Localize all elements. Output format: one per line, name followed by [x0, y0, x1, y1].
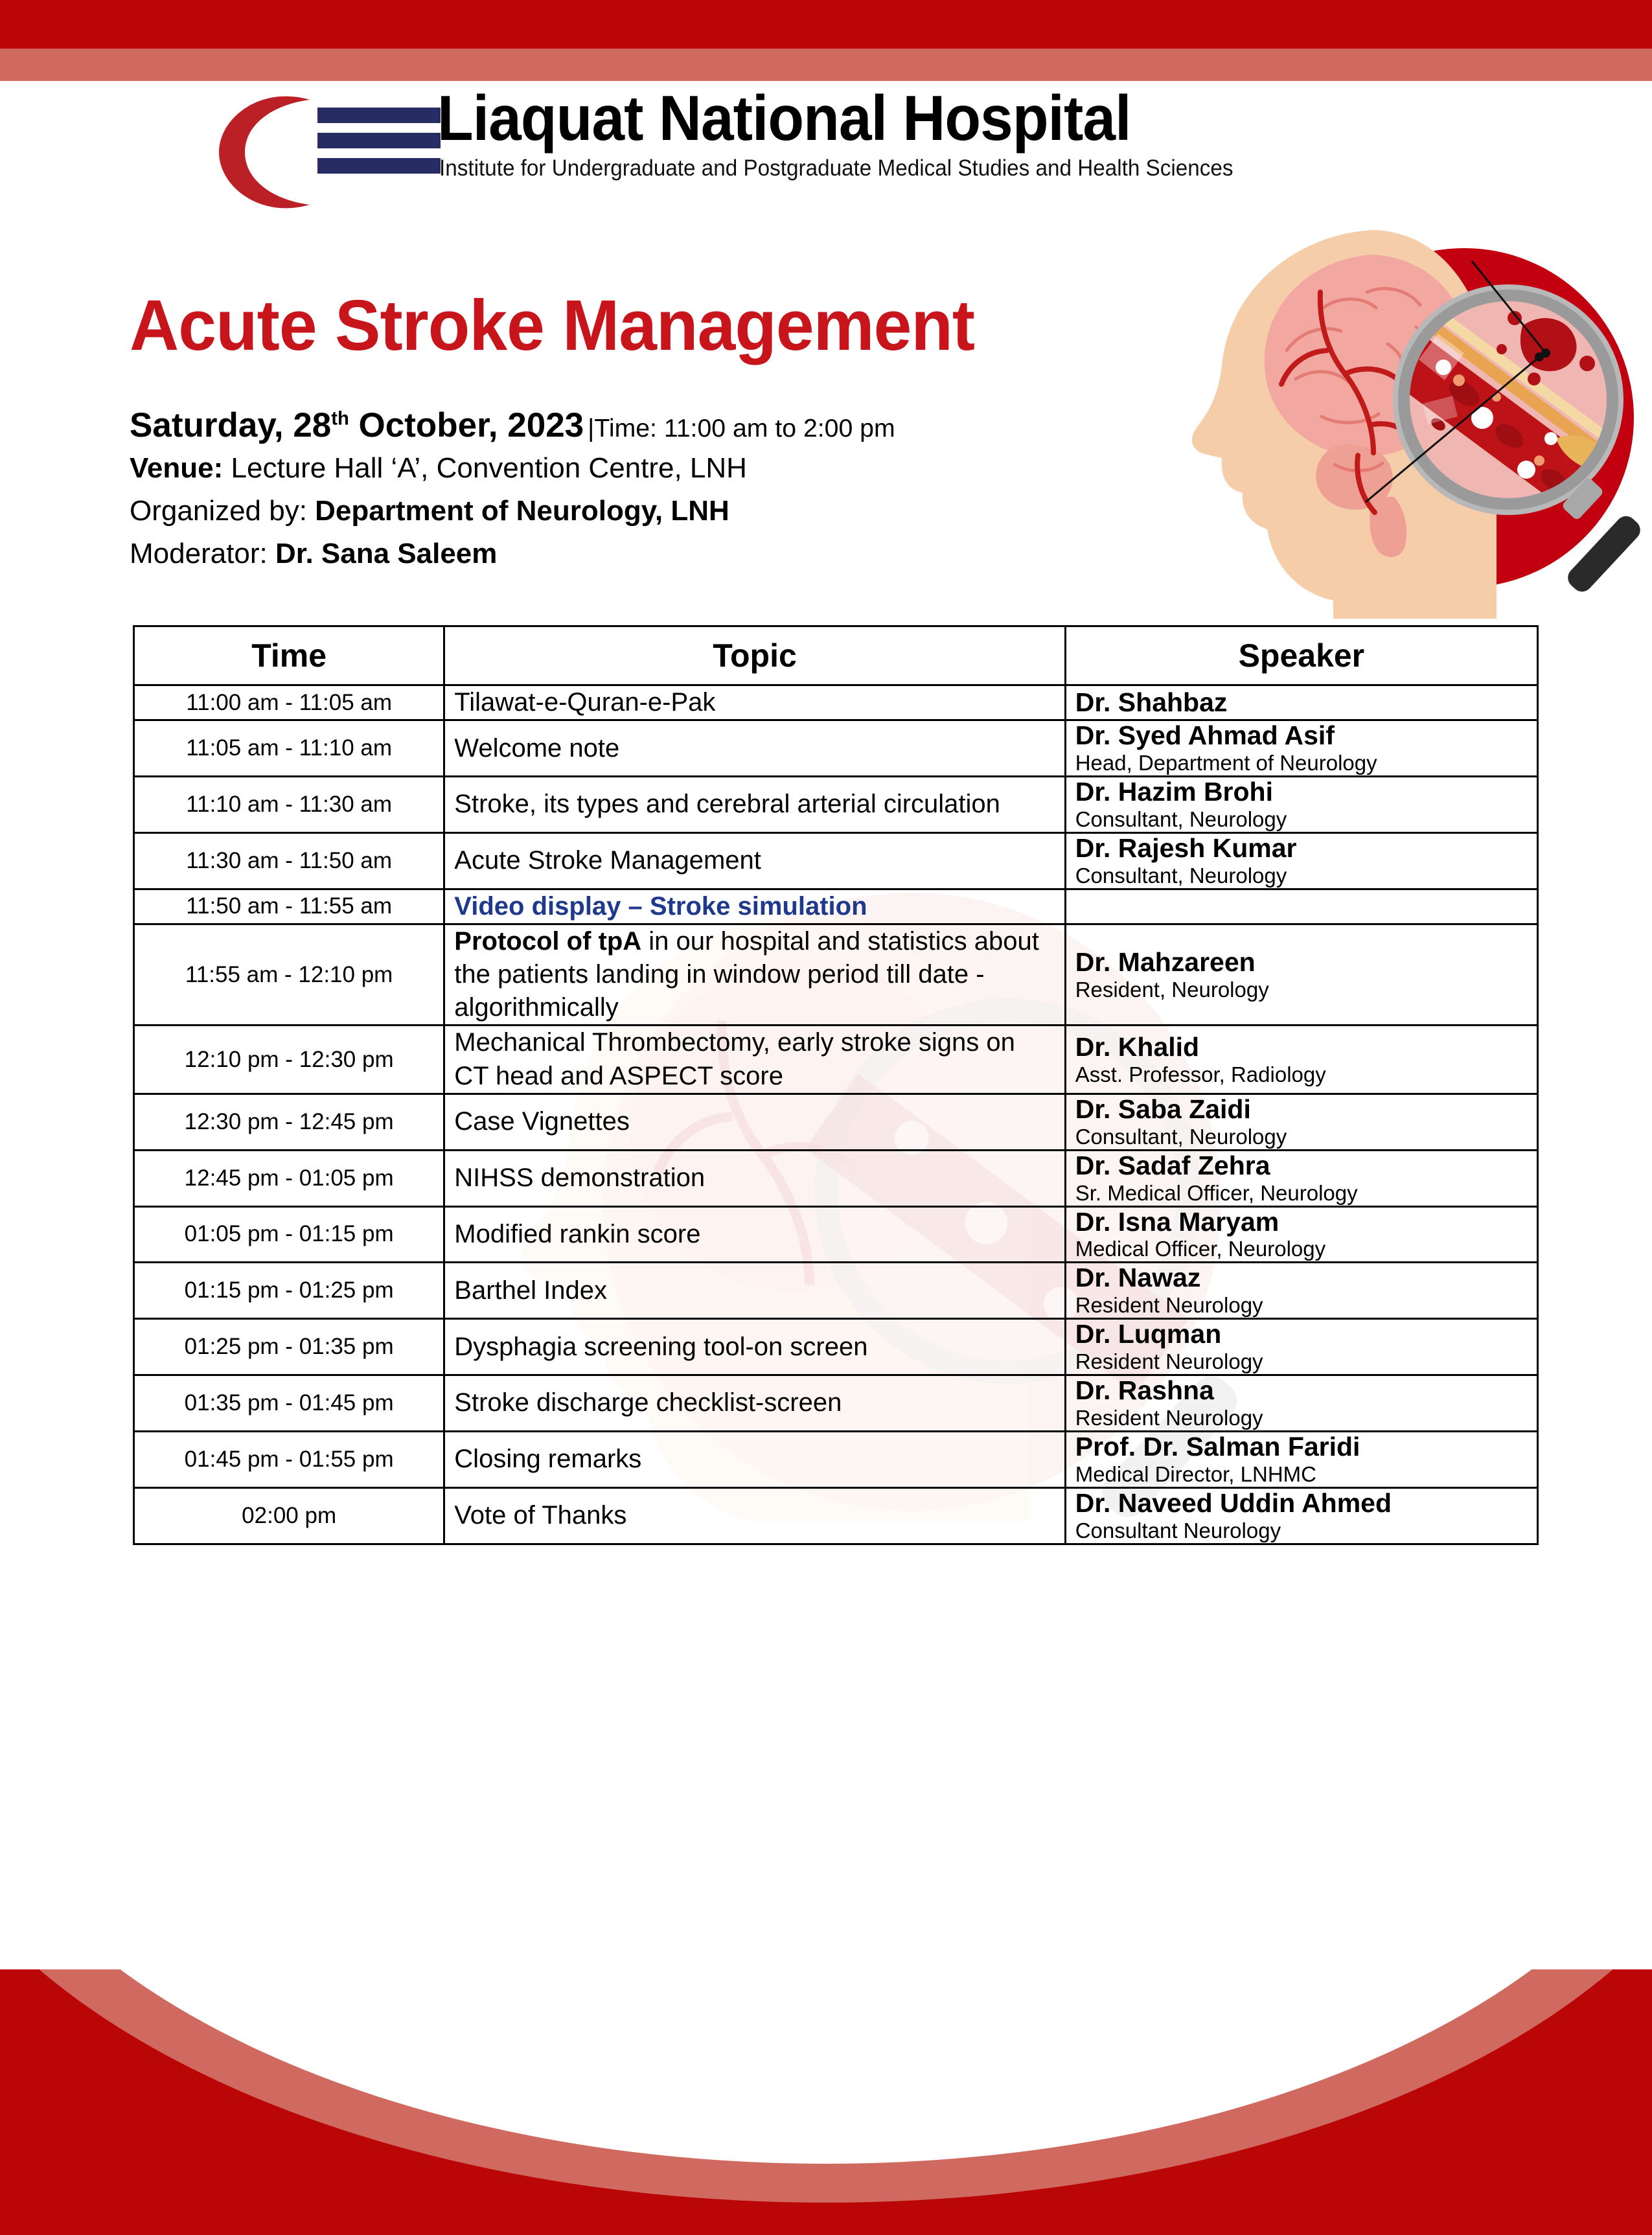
stroke-brain-illustration	[1160, 230, 1652, 619]
cell-speaker	[1065, 1431, 1537, 1487]
cell-time: 01:45 pm - 01:55 pm	[134, 1431, 444, 1487]
cell-topic	[444, 889, 1065, 924]
cell-topic: Case Vignettes	[444, 1094, 1065, 1150]
cell-speaker	[1065, 1319, 1537, 1375]
speaker-role: Medical Officer, Neurology	[1075, 1237, 1326, 1261]
column-header-topic: Topic	[444, 626, 1065, 685]
speaker-name: Dr. Sadaf Zehra	[1075, 1150, 1270, 1180]
cell-topic: Welcome note	[444, 720, 1065, 777]
speaker-role: Asst. Professor, Radiology	[1075, 1062, 1326, 1086]
speaker-role: Resident Neurology	[1075, 1349, 1263, 1374]
table-row	[134, 1206, 1538, 1263]
speaker-role: Resident, Neurology	[1075, 977, 1269, 1002]
organizer-label: Organized by:	[130, 494, 315, 527]
speaker-role: Consultant Neurology	[1075, 1518, 1281, 1542]
speaker-role: Consultant, Neurology	[1075, 807, 1287, 831]
event-venue-line	[130, 447, 1166, 490]
speaker-role: Medical Director, LNHMC	[1075, 1461, 1316, 1486]
cell-time: 11:10 am - 11:30 am	[134, 777, 444, 833]
event-time: Time: 11:00 am to 2:00 pm	[594, 414, 895, 442]
cell-time: 11:05 am - 11:10 am	[134, 720, 444, 777]
speaker-name: Dr. Isna Maryam	[1075, 1206, 1279, 1237]
cell-topic: Vote of Thanks	[444, 1487, 1065, 1544]
table-row	[134, 720, 1538, 777]
bottom-banner	[0, 1969, 1652, 2235]
speaker-name: Dr. Mahzareen	[1075, 946, 1256, 977]
cell-speaker	[1065, 924, 1537, 1026]
event-meta-block	[130, 405, 1166, 575]
speaker-name: Prof. Dr. Salman Faridi	[1075, 1431, 1360, 1461]
cell-speaker	[1065, 889, 1537, 924]
cell-time: 02:00 pm	[134, 1487, 444, 1544]
speaker-role: Consultant, Neurology	[1075, 1124, 1287, 1149]
cell-time: 12:10 pm - 12:30 pm	[134, 1026, 444, 1094]
speaker-role: Sr. Medical Officer, Neurology	[1075, 1180, 1358, 1205]
speaker-role: Resident Neurology	[1075, 1405, 1263, 1430]
table-row	[134, 1319, 1538, 1375]
speaker-name: Dr. Shahbaz	[1075, 687, 1228, 717]
speaker-role: Consultant, Neurology	[1075, 863, 1287, 888]
schedule-table-wrapper	[133, 625, 1539, 1545]
top-banner-dark-stripe	[0, 0, 1652, 49]
venue-label: Venue:	[130, 452, 224, 484]
speaker-name: Dr. Hazim Brohi	[1075, 777, 1273, 807]
cell-time: 11:55 am - 12:10 pm	[134, 924, 444, 1026]
column-header-time: Time	[134, 626, 444, 685]
cell-time: 01:35 pm - 01:45 pm	[134, 1375, 444, 1432]
organizer-value: Department of Neurology, LNH	[315, 494, 729, 527]
speaker-role: Resident Neurology	[1075, 1293, 1263, 1318]
table-row	[134, 1150, 1538, 1206]
table-row	[134, 1375, 1538, 1432]
cell-speaker	[1065, 720, 1537, 777]
column-header-speaker: Speaker	[1065, 626, 1537, 685]
cell-time: 11:50 am - 11:55 am	[134, 889, 444, 924]
table-row	[134, 924, 1538, 1026]
event-date-prefix: Saturday, 28	[130, 406, 332, 444]
cell-topic: Dysphagia screening tool-on screen	[444, 1319, 1065, 1375]
cell-speaker	[1065, 1487, 1537, 1544]
cell-time: 12:45 pm - 01:05 pm	[134, 1150, 444, 1206]
cell-speaker	[1065, 1094, 1537, 1150]
cell-topic	[444, 924, 1065, 1026]
institute-tagline: Institute for Undergraduate and Postgraduate Medical Studies and Health Sciences	[439, 155, 1233, 181]
cell-topic: Modified rankin score	[444, 1206, 1065, 1263]
topic-text-highlight: Video display – Stroke simulation	[454, 891, 867, 921]
table-row	[134, 1026, 1538, 1094]
schedule-table	[133, 625, 1539, 1545]
cell-time: 01:05 pm - 01:15 pm	[134, 1206, 444, 1263]
event-organizer-line	[130, 490, 1166, 533]
event-date-suffix: October, 2023	[349, 406, 584, 444]
speaker-name: Dr. Rajesh Kumar	[1075, 832, 1297, 863]
cell-topic: Barthel Index	[444, 1263, 1065, 1319]
cell-speaker	[1065, 777, 1537, 833]
table-row	[134, 685, 1538, 720]
cell-speaker	[1065, 1375, 1537, 1432]
speaker-name: Dr. Syed Ahmad Asif	[1075, 720, 1335, 751]
table-row	[134, 1263, 1538, 1319]
speaker-role: Head, Department of Neurology	[1075, 751, 1377, 775]
hospital-name: Liaquat National Hospital	[437, 82, 1131, 154]
hospital-brand-block	[214, 83, 1445, 206]
cell-topic: Tilawat-e-Quran-e-Pak	[444, 685, 1065, 720]
logo-bars-icon	[317, 108, 441, 183]
cell-time: 01:25 pm - 01:35 pm	[134, 1319, 444, 1375]
moderator-value: Dr. Sana Saleem	[275, 537, 498, 569]
moderator-label: Moderator:	[130, 537, 275, 569]
cell-speaker	[1065, 685, 1537, 720]
cell-time: 11:00 am - 11:05 am	[134, 685, 444, 720]
cell-topic: Stroke, its types and cerebral arterial circulation	[444, 777, 1065, 833]
cell-speaker	[1065, 1026, 1537, 1094]
cell-time: 01:15 pm - 01:25 pm	[134, 1263, 444, 1319]
topic-text-lead: Protocol of tpA	[454, 926, 642, 956]
cell-topic: Stroke discharge checklist-screen	[444, 1375, 1065, 1432]
cell-topic: Closing remarks	[444, 1431, 1065, 1487]
cell-speaker	[1065, 1206, 1537, 1263]
speaker-name: Dr. Nawaz	[1075, 1263, 1201, 1293]
cell-speaker	[1065, 1263, 1537, 1319]
cell-topic: Acute Stroke Management	[444, 832, 1065, 889]
speaker-name: Dr. Naveed Uddin Ahmed	[1075, 1487, 1392, 1518]
venue-value: Lecture Hall ‘A’, Convention Centre, LNH	[223, 452, 747, 484]
speaker-name: Dr. Khalid	[1075, 1031, 1200, 1062]
speaker-name: Dr. Rashna	[1075, 1375, 1214, 1406]
topic-text: in our hospital and statistics about the patients landing in window period till date -algorithmically	[454, 926, 1039, 1022]
cell-time: 11:30 am - 11:50 am	[134, 832, 444, 889]
table-row	[134, 1431, 1538, 1487]
table-row	[134, 832, 1538, 889]
cell-time: 12:30 pm - 12:45 pm	[134, 1094, 444, 1150]
cell-speaker	[1065, 832, 1537, 889]
cell-topic: Mechanical Thrombectomy, early stroke signs on CT head and ASPECT score	[444, 1026, 1065, 1094]
table-row	[134, 889, 1538, 924]
top-banner-light-stripe	[0, 49, 1652, 81]
table-row	[134, 1094, 1538, 1150]
event-date-line	[130, 405, 1166, 447]
event-moderator-line	[130, 533, 1166, 575]
speaker-name: Dr. Saba Zaidi	[1075, 1094, 1251, 1124]
event-date-ordinal: th	[331, 408, 349, 430]
table-header-row	[134, 626, 1538, 685]
page-title: Acute Stroke Management	[130, 286, 975, 365]
speaker-name: Dr. Luqman	[1075, 1319, 1222, 1349]
table-row	[134, 1487, 1538, 1544]
table-row	[134, 777, 1538, 833]
cell-speaker	[1065, 1150, 1537, 1206]
date-time-separator: |	[588, 414, 595, 442]
cell-topic: NIHSS demonstration	[444, 1150, 1065, 1206]
